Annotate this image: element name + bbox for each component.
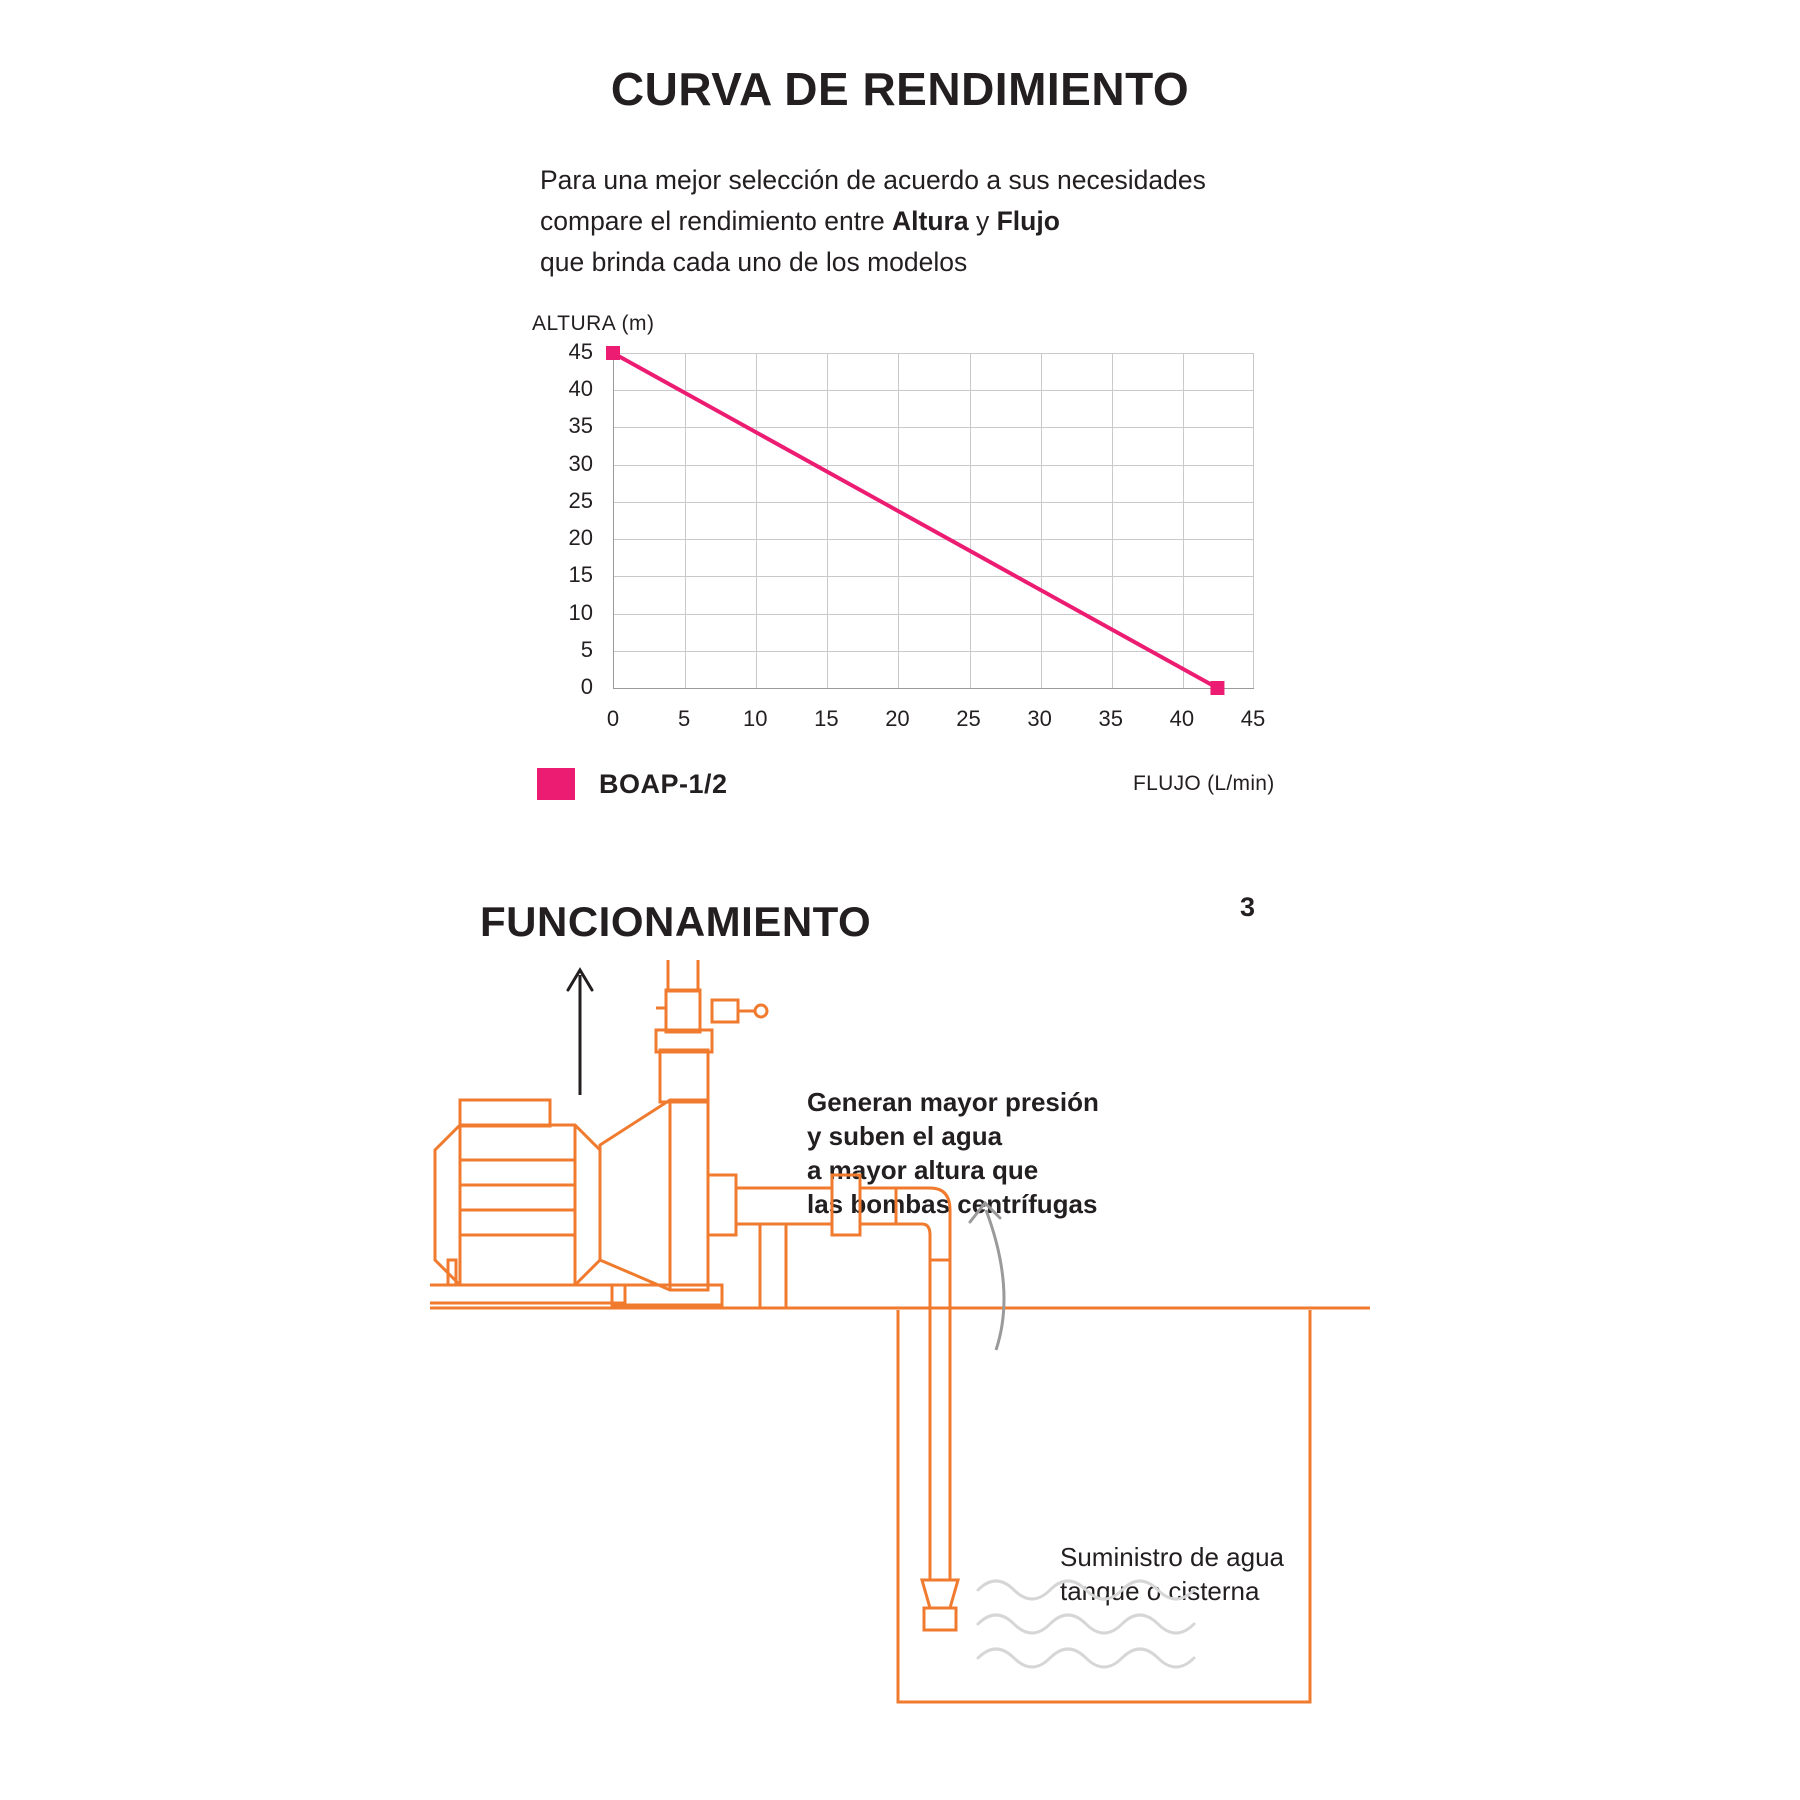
y-tick-label: 25 bbox=[568, 487, 593, 513]
tank-label-line-2: tanque o cisterna bbox=[1060, 1576, 1260, 1606]
x-tick-label: 20 bbox=[885, 706, 910, 731]
x-tick-label: 0 bbox=[606, 706, 620, 731]
series-marker bbox=[1210, 681, 1224, 695]
operation-note-line-4: las bombas centrífugas bbox=[807, 1189, 1098, 1219]
description-bold-altura: Altura bbox=[892, 206, 969, 236]
plot-frame-right bbox=[1253, 353, 1254, 688]
pump-operation-diagram bbox=[430, 960, 1370, 1780]
description-line-3: que brinda cada uno de los modelos bbox=[540, 247, 968, 277]
operation-note-line-2: y suben el agua bbox=[807, 1121, 1003, 1151]
legend-swatch bbox=[537, 768, 575, 800]
x-tick-label: 5 bbox=[677, 706, 691, 731]
x-tick-label: 40 bbox=[1169, 706, 1195, 731]
x-tick-label: 25 bbox=[956, 706, 981, 731]
chart-series-boap-1-2 bbox=[613, 353, 1253, 688]
y-tick-label: 35 bbox=[568, 413, 593, 439]
x-tick-label: 35 bbox=[1098, 706, 1123, 731]
discharge-arrow-icon bbox=[568, 970, 592, 1095]
y-tick-label: 30 bbox=[568, 450, 593, 476]
x-tick-label: 15 bbox=[814, 706, 839, 731]
x-tick-label: 10 bbox=[742, 706, 768, 731]
x-tick-label: 30 bbox=[1027, 706, 1052, 731]
description-line-2 bbox=[540, 201, 1300, 242]
description-line-2-mid: y bbox=[968, 206, 997, 236]
description-line-2-pre: compare el rendimiento entre bbox=[540, 206, 893, 236]
operation-title: FUNCIONAMIENTO bbox=[480, 898, 872, 945]
chart-legend bbox=[537, 768, 728, 800]
tank-label-line-1: Suministro de agua bbox=[1060, 1542, 1285, 1572]
y-tick-label: 45 bbox=[568, 339, 593, 364]
suction-arrow-icon bbox=[970, 1203, 1004, 1350]
legend-label: BOAP-1/2 bbox=[599, 768, 728, 799]
page-number: 3 bbox=[1240, 892, 1256, 922]
description-bold-flujo: Flujo bbox=[996, 206, 1060, 236]
performance-description bbox=[540, 160, 1300, 283]
y-tick-label: 5 bbox=[580, 636, 593, 662]
page-title: CURVA DE RENDIMIENTO bbox=[610, 63, 1190, 115]
series-line bbox=[613, 353, 1217, 688]
y-tick-label: 15 bbox=[568, 562, 593, 588]
x-tick-label: 45 bbox=[1240, 706, 1266, 731]
series-marker bbox=[606, 346, 620, 360]
description-line-1: Para una mejor selección de acuerdo a sus necesidades bbox=[540, 165, 1206, 195]
operation-note-line-3: a mayor altura que bbox=[807, 1155, 1039, 1185]
y-axis-title: ALTURA (m) bbox=[532, 312, 655, 335]
operation-note-line-1: Generan mayor presión bbox=[807, 1087, 1099, 1117]
y-tick-label: 10 bbox=[568, 599, 593, 625]
y-tick-label: 20 bbox=[568, 525, 593, 551]
y-tick-label: 0 bbox=[580, 674, 593, 699]
y-tick-label: 40 bbox=[568, 376, 593, 402]
x-axis-title: FLUJO (L/min) bbox=[1133, 772, 1275, 795]
